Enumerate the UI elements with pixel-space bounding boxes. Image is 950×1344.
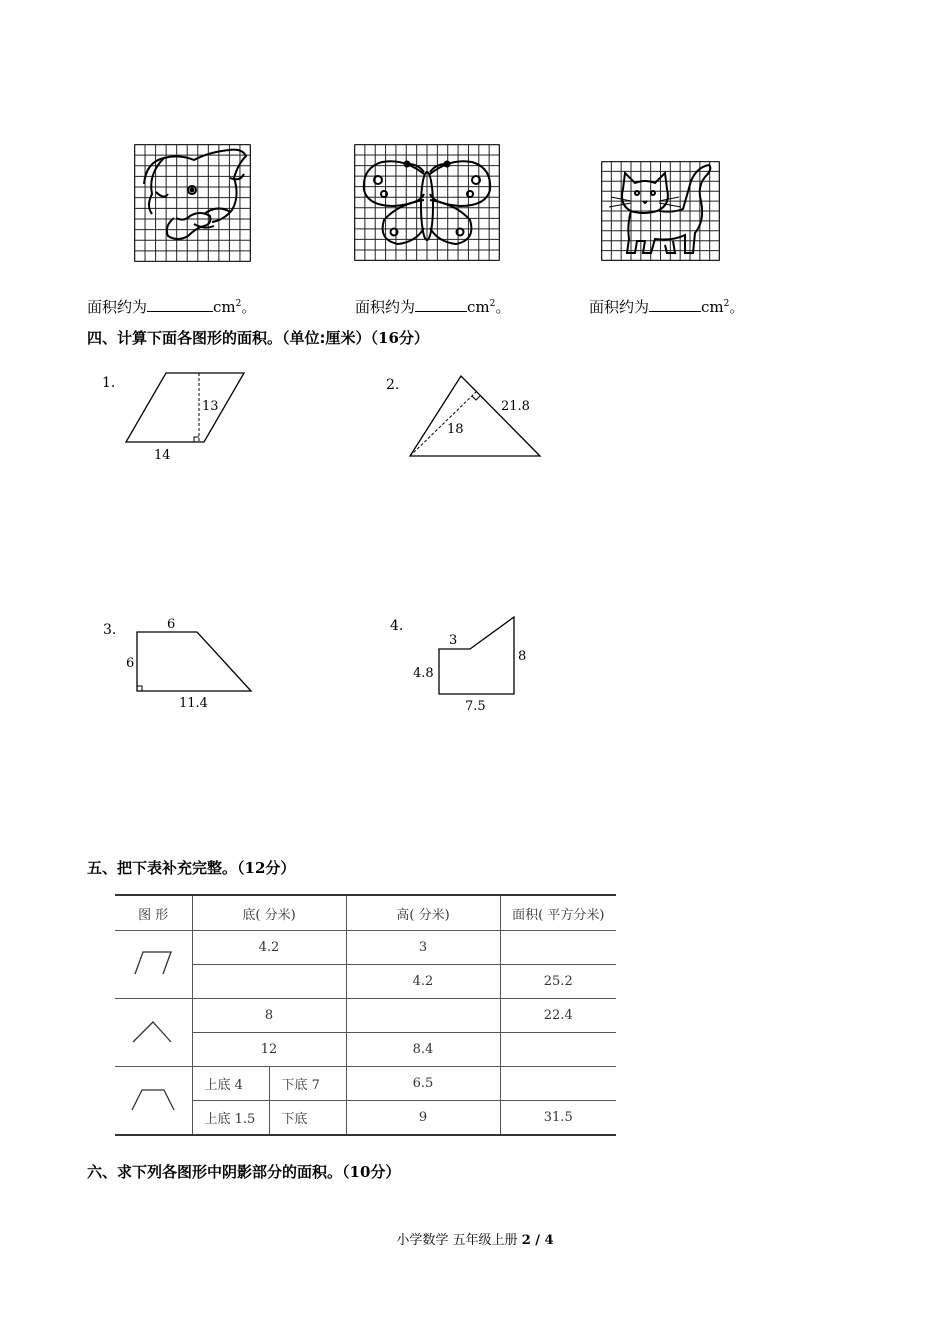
table-cell[interactable]: 12 <box>192 1033 346 1067</box>
area-label-elephant: 面积约为 $cm^2$。 <box>87 298 257 316</box>
triangle-figure <box>380 365 550 465</box>
base-label: 14 <box>154 448 171 463</box>
trapezoid-figure <box>96 612 266 712</box>
table-cell[interactable] <box>192 965 346 999</box>
table-cell[interactable]: 上底 1.5 <box>192 1101 269 1136</box>
section-6-heading: 六、求下列各图形中阴影部分的面积。（10分） <box>87 1163 401 1181</box>
figure-number: 2. <box>386 377 400 393</box>
area-label-cat: 面积约为 $cm^2$。 <box>589 298 745 316</box>
cat-grid-figure <box>601 161 720 261</box>
table-cell[interactable]: 8 <box>192 999 346 1033</box>
top-label: 6 <box>167 617 176 632</box>
table-cell[interactable]: 下底 <box>269 1101 346 1136</box>
header-shape: 图 形 <box>115 895 192 931</box>
figure-number: 4. <box>390 618 404 634</box>
height-label: 18 <box>447 422 464 437</box>
page-number: 2 / 4 <box>521 1233 554 1248</box>
triangle-icon <box>115 999 192 1067</box>
table-cell[interactable]: 8.4 <box>346 1033 500 1067</box>
table-cell[interactable]: 下底 7 <box>269 1067 346 1101</box>
table-cell[interactable] <box>500 931 616 965</box>
small-label: 3 <box>449 633 458 648</box>
header-base: 底( 分米) <box>192 895 346 931</box>
answer-blank[interactable] <box>415 297 467 312</box>
page-footer <box>0 1229 950 1248</box>
table-cell[interactable] <box>346 999 500 1033</box>
table-cell[interactable]: 6.5 <box>346 1067 500 1101</box>
right-label: 8 <box>518 649 527 664</box>
table-row <box>115 1067 616 1101</box>
table-cell[interactable]: 3 <box>346 931 500 965</box>
table-row <box>115 931 616 965</box>
section-4-heading: 四、计算下面各图形的面积。（单位:厘米）（16分） <box>87 329 429 347</box>
area-table <box>115 894 616 1136</box>
table-row <box>115 999 616 1033</box>
elephant-grid-figure <box>134 144 251 262</box>
table-cell[interactable]: 31.5 <box>500 1101 616 1136</box>
footer-text: 小学数学 五年级上册 <box>396 1233 522 1248</box>
figure-number: 1. <box>102 375 116 391</box>
composite-figure <box>384 612 554 722</box>
side-label: 21.8 <box>501 399 530 414</box>
figure-number: 3. <box>103 622 117 638</box>
elephant-drawing <box>144 150 246 239</box>
table-cell[interactable] <box>500 1033 616 1067</box>
table-cell[interactable]: 9 <box>346 1101 500 1136</box>
trapezoid-icon <box>115 1067 192 1136</box>
cat-drawing <box>609 165 710 253</box>
table-cell[interactable]: 22.4 <box>500 999 616 1033</box>
parallelogram-figure <box>96 365 256 465</box>
table-cell[interactable] <box>500 1067 616 1101</box>
table-cell[interactable]: 4.2 <box>192 931 346 965</box>
table-cell[interactable]: 4.2 <box>346 965 500 999</box>
bottom-label: 11.4 <box>179 696 208 711</box>
bottom-label: 7.5 <box>465 699 486 714</box>
left-label: 6 <box>126 656 135 671</box>
answer-blank[interactable] <box>147 297 213 312</box>
height-label: 13 <box>202 399 219 414</box>
area-label-butterfly: 面积约为 $cm^2$。 <box>355 298 511 316</box>
parallelogram-icon <box>115 931 192 999</box>
answer-blank[interactable] <box>649 297 701 312</box>
table-cell[interactable]: 上底 4 <box>192 1067 269 1101</box>
table-cell[interactable]: 25.2 <box>500 965 616 999</box>
table-header-row <box>115 895 616 931</box>
left-label: 4.8 <box>413 666 434 681</box>
header-area: 面积( 平方分米) <box>500 895 616 931</box>
header-height: 高( 分米) <box>346 895 500 931</box>
section-5-heading: 五、把下表补充完整。（12分） <box>87 859 296 877</box>
butterfly-grid-figure <box>354 144 500 261</box>
